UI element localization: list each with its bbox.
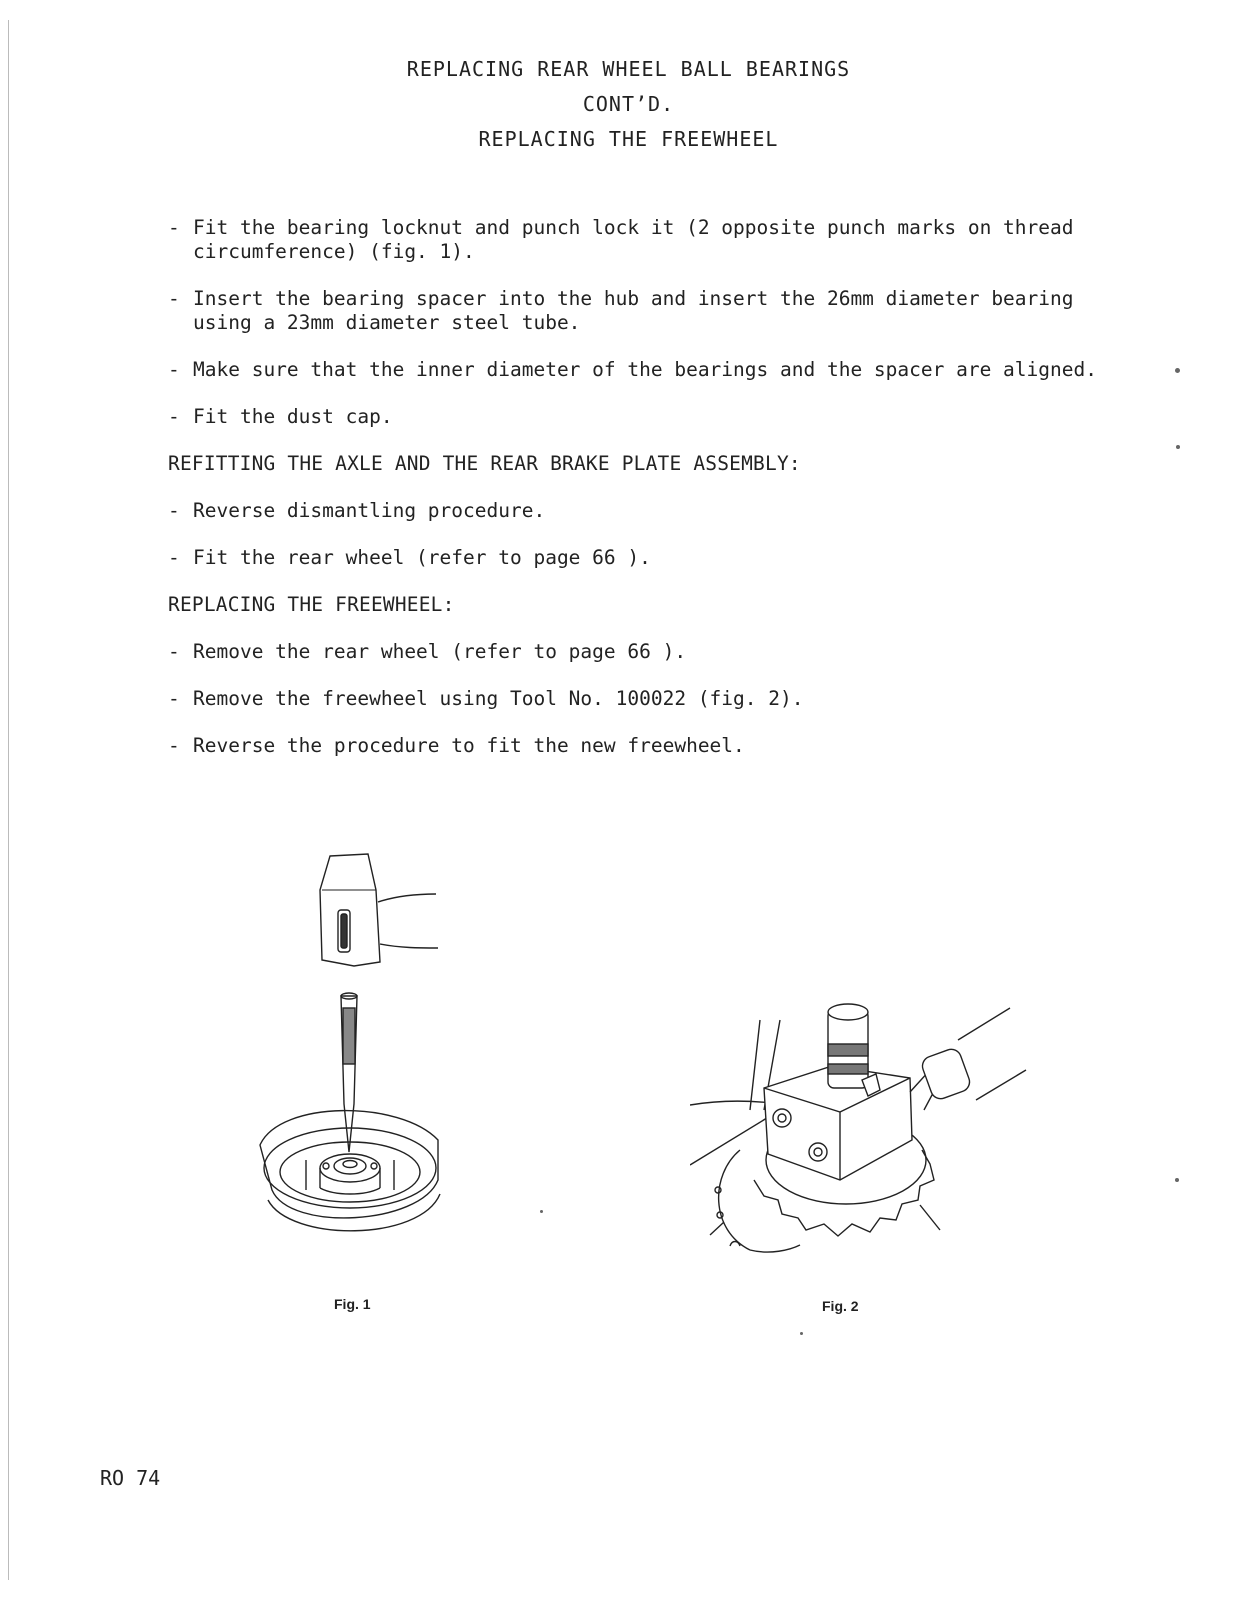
- list-item: - Remove the freewheel using Tool No. 100022 (fig. 2).: [168, 687, 1128, 711]
- scan-speck: [1175, 1178, 1179, 1182]
- page-edge: [8, 20, 9, 1580]
- list-item: - Fit the rear wheel (refer to page 66 ).: [168, 546, 1128, 570]
- page-title-continued: CONT’D.: [582, 92, 675, 116]
- section-heading-refit: REFITTING THE AXLE AND THE REAR BRAKE PLATE ASSEMBLY:: [168, 452, 801, 475]
- fig2-illustration: [690, 1000, 1040, 1260]
- section-heading-freewheel: REPLACING THE FREEWHEEL:: [168, 593, 455, 616]
- list-item: - Fit the bearing locknut and punch lock it (2 opposite punch marks on thread circumference) (fig. 1).: [168, 216, 1128, 264]
- instructions: [168, 216, 1128, 781]
- step-text: Fit the bearing locknut and punch lock it (2 opposite punch marks on thread circumference) (fig. 1).: [193, 216, 1074, 263]
- step-text: Remove the freewheel using Tool No. 100022 (fig. 2).: [193, 687, 804, 710]
- page-code: RO 74: [100, 1466, 161, 1490]
- scan-speck: [540, 1210, 543, 1213]
- list-item: - Make sure that the inner diameter of the bearings and the spacer are aligned.: [168, 358, 1128, 382]
- step-text: Remove the rear wheel (refer to page 66 ).: [193, 640, 687, 663]
- list-item: - Remove the rear wheel (refer to page 66 ).: [168, 640, 1128, 664]
- step-text: Fit the rear wheel (refer to page 66 ).: [193, 546, 651, 569]
- step-text: Insert the bearing spacer into the hub and insert the 26mm diameter bearing using a 23mm diameter steel tube.: [193, 287, 1074, 334]
- list-item: - Reverse the procedure to fit the new freewheel.: [168, 734, 1128, 758]
- scan-speck: [1176, 445, 1180, 449]
- step-text: Reverse the procedure to fit the new freewheel.: [193, 734, 745, 757]
- step-text: Fit the dust cap.: [193, 405, 393, 428]
- fig1-caption: Fig. 1: [334, 1296, 371, 1312]
- list-item: - Reverse dismantling procedure.: [168, 499, 1128, 523]
- step-text: Make sure that the inner diameter of the bearings and the spacer are aligned.: [193, 358, 1097, 381]
- page-subtitle: REPLACING THE FREEWHEEL: [478, 127, 779, 151]
- scan-speck: [1175, 368, 1180, 373]
- list-item: - Fit the dust cap.: [168, 405, 1128, 429]
- fig1-illustration: [250, 850, 460, 1270]
- list-item: - Insert the bearing spacer into the hub and insert the 26mm diameter bearing using a 23mm diameter steel tube.: [168, 287, 1128, 335]
- page-header: [0, 52, 1237, 157]
- fig2-caption: Fig. 2: [822, 1298, 859, 1314]
- step-text: Reverse dismantling procedure.: [193, 499, 546, 522]
- page-title: REPLACING REAR WHEEL BALL BEARINGS: [406, 57, 851, 81]
- scan-speck: [800, 1332, 803, 1335]
